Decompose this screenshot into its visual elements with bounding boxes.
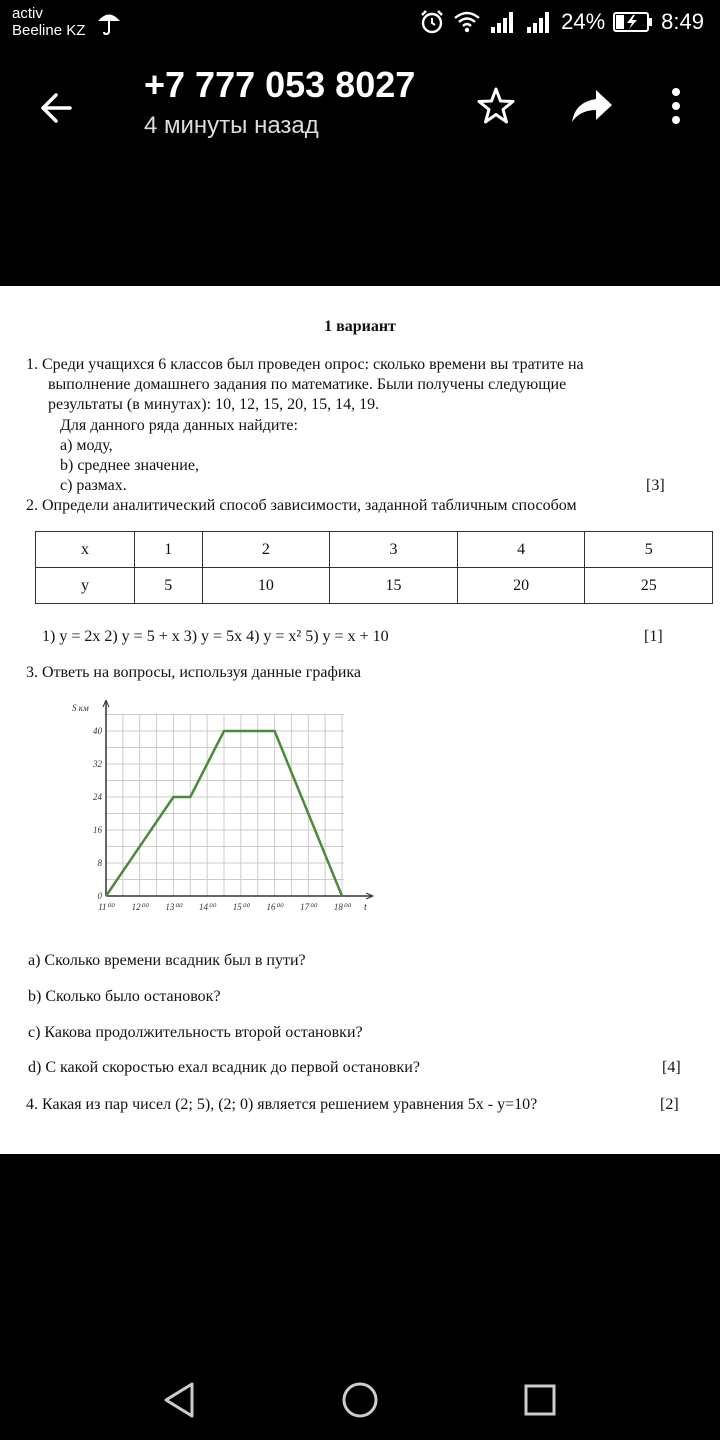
navigation-bar	[0, 1360, 720, 1440]
carrier-line1: activ	[12, 5, 43, 22]
table-cell: 5	[135, 568, 203, 604]
table-cell: y	[36, 568, 135, 604]
x-tick-label: 13⁰⁰	[165, 902, 182, 912]
q4-score: [2]	[660, 1096, 679, 1113]
q3-question-c: c) Какова продолжительность второй остановки?	[28, 1024, 363, 1041]
back-arrow-icon[interactable]	[36, 88, 76, 128]
y-tick-label: 16	[93, 825, 102, 835]
table-cell: 1	[135, 532, 203, 568]
x-tick-label: 14⁰⁰	[199, 902, 216, 912]
table-row	[36, 532, 713, 568]
attached-document-image[interactable]	[0, 286, 720, 1154]
q1-option-c: c) размах.	[60, 477, 127, 494]
table-cell: 2	[202, 532, 330, 568]
distance-time-graph	[66, 700, 386, 916]
x-tick-label: 15⁰⁰	[232, 902, 249, 912]
q1-line1: 1. Среди учащихся 6 классов был проведен опрос: сколько времени вы тратите на	[26, 356, 584, 373]
table-cell: 15	[330, 568, 458, 604]
q1-line3: результаты (в минутах): 10, 12, 15, 20, 15, 14, 19.	[48, 396, 380, 413]
battery-percent: 24%	[561, 9, 606, 34]
x-tick-label: 17⁰⁰	[300, 902, 317, 912]
q2-table	[35, 531, 713, 604]
table-cell: 25	[585, 568, 713, 604]
sender-phone-number: +7 777 053 8027	[144, 64, 416, 105]
y-tick-label: 24	[93, 792, 102, 802]
star-icon[interactable]	[476, 86, 516, 126]
q3-text: 3. Ответь на вопросы, используя данные графика	[26, 664, 362, 681]
y-tick-label: 40	[93, 726, 102, 736]
wifi-icon	[453, 10, 481, 34]
q4-text: 4. Какая из пар чисел (2; 5), (2; 0) является решением уравнения 5x - y=10?	[26, 1096, 538, 1113]
q2-text: 2. Определи аналитический способ зависимости, заданной табличным способом	[26, 497, 577, 514]
table-cell: x	[36, 532, 135, 568]
umbrella-icon	[96, 10, 122, 36]
q2-options: 1) y = 2x 2) y = 5 + x 3) y = 5x 4) y = x² 5) y = x + 10	[42, 628, 389, 645]
variant-heading: 1 вариант	[324, 318, 396, 335]
q1-line2: выполнение домашнего задания по математике. Были получены следующие	[48, 376, 567, 393]
y-tick-label: 8	[97, 858, 102, 868]
y-axis-label: S км	[72, 703, 89, 713]
carrier-line2: Beeline KZ	[12, 22, 86, 39]
alarm-icon	[419, 9, 445, 35]
share-forward-icon[interactable]	[570, 86, 614, 126]
x-tick-label: 18⁰⁰	[333, 902, 351, 912]
x-tick-label: 11⁰⁰	[98, 902, 114, 912]
message-time-ago: 4 минуты назад	[144, 112, 319, 139]
nav-home-circle-icon[interactable]	[338, 1378, 382, 1422]
table-cell: 4	[457, 532, 585, 568]
q3-question-a: a) Сколько времени всадник был в пути?	[28, 952, 306, 969]
status-bar	[0, 0, 720, 48]
table-cell: 10	[202, 568, 330, 604]
q1-option-a: a) моду,	[60, 437, 113, 454]
signal-icon-1	[489, 10, 517, 34]
q2-score: [1]	[644, 628, 663, 645]
q3-score: [4]	[662, 1059, 681, 1076]
table-cell: 20	[457, 568, 585, 604]
x-tick-label: 16⁰⁰	[266, 902, 283, 912]
battery-charging-icon	[613, 11, 653, 33]
x-axis-label: t	[364, 902, 367, 913]
clock-time: 8:49	[661, 9, 704, 34]
x-tick-label: 12⁰⁰	[131, 902, 148, 912]
app-header	[0, 48, 720, 168]
table-cell: 5	[585, 532, 713, 568]
q1-line4: Для данного ряда данных найдите:	[60, 417, 298, 434]
q3-question-b: b) Сколько было остановок?	[28, 988, 221, 1005]
q3-question-d: d) С какой скоростью ехал всадник до первой остановки?	[28, 1059, 420, 1076]
y-tick-label: 0	[97, 891, 102, 901]
nav-back-triangle-icon[interactable]	[158, 1378, 202, 1422]
nav-recent-square-icon[interactable]	[518, 1378, 562, 1422]
q1-score: [3]	[646, 477, 665, 494]
signal-icon-2	[525, 10, 553, 34]
y-tick-label: 32	[93, 759, 102, 769]
q1-option-b: b) среднее значение,	[60, 457, 199, 474]
table-cell: 3	[330, 532, 458, 568]
carrier-label	[12, 5, 85, 39]
more-options-icon[interactable]	[664, 86, 688, 126]
table-row	[36, 568, 713, 604]
